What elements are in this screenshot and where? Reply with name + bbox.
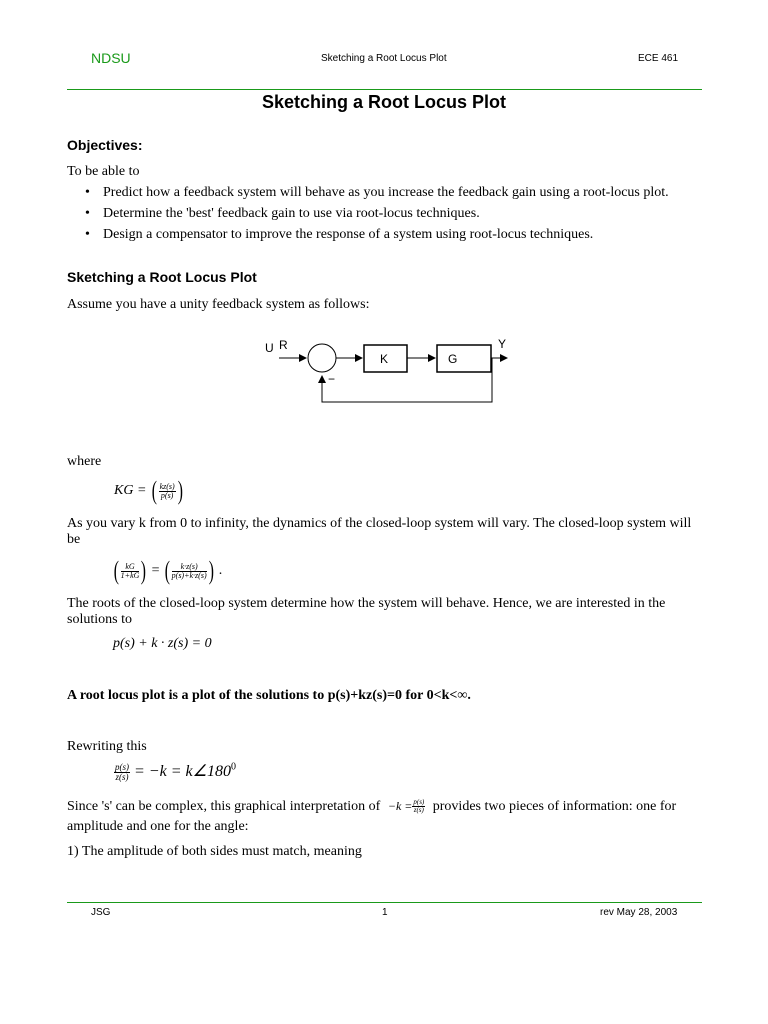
- label-u: U: [265, 341, 274, 355]
- footer-left: JSG: [91, 907, 111, 918]
- minus-sign: −: [328, 372, 336, 386]
- section-heading: Sketching a Root Locus Plot: [67, 269, 257, 285]
- feedback-block-diagram: [255, 330, 525, 410]
- paragraph-1-line-2: be: [67, 532, 81, 547]
- equation-closed-loop: ( $\frac{kG}{1+kG}$ ) = ( $\frac{k\cdot z(s)}{p(s)+k\cdot z(s)}$ ) .: [113, 556, 223, 585]
- paragraph-2-line-2: solutions to: [67, 612, 132, 627]
- objectives-intro: To be able to: [67, 164, 140, 179]
- label-y: Y: [498, 337, 507, 351]
- equation-angle: $\frac{p(s)}{z(s)}$ = $-k = k\angle 180^0$: [115, 761, 236, 782]
- list-item: • Determine the 'best' feedback gain to use via root-locus techniques.: [85, 206, 480, 221]
- paragraph-2-line-1: The roots of the closed-loop system determine how the system will behave. Hence, we are interested in the: [67, 596, 666, 611]
- where-label: where: [67, 454, 102, 469]
- paragraph-3-line-2: amplitude and one for the angle:: [67, 819, 249, 834]
- page-title: Sketching a Root Locus Plot: [261, 92, 507, 112]
- section-intro: Assume you have a unity feedback system as follows:: [67, 297, 370, 312]
- block-k-label: K: [380, 352, 389, 366]
- block-g-label: G: [448, 352, 458, 366]
- summing-junction: [308, 344, 336, 372]
- list-item: • Design a compensator to improve the response of a system using root-locus techniques.: [85, 227, 594, 242]
- equation-kg: KG = ( $\frac{kz(s)}{p(s)}$ ): [114, 476, 183, 505]
- bold-statement: A root locus plot is a plot of the solutions to p(s)+kz(s)=0 for 0<k<∞.: [67, 688, 471, 703]
- block-g: [437, 345, 491, 372]
- objectives-heading: Objectives:: [67, 137, 143, 153]
- list-item: • Predict how a feedback system will behave as you increase the feedback gain using a root-locus plot.: [85, 185, 669, 200]
- rewriting-label: Rewriting this: [67, 739, 147, 754]
- footer-rule: [67, 902, 702, 903]
- header-rule: [67, 89, 702, 90]
- header-left: NDSU: [91, 50, 131, 66]
- header-center: Sketching a Root Locus Plot: [321, 53, 447, 64]
- header-right: ECE 461: [638, 53, 679, 64]
- label-r: R: [279, 338, 288, 352]
- paragraph-1-line-1: As you vary k from 0 to infinity, the dynamics of the closed-loop system will vary. The closed-loop system will: [67, 516, 692, 531]
- equation-characteristic: p(s) + k · z(s) = 0: [113, 636, 212, 651]
- paragraph-4: 1) The amplitude of both sides must match, meaning: [67, 844, 362, 859]
- page-number: 1: [382, 907, 388, 918]
- paragraph-3-line-1: Since 's' can be complex, this graphical interpretation of −k = $\frac{p(s)}{z(s)}$ provides two pieces of information: one for: [67, 798, 677, 815]
- footer-right: rev May 28, 2003: [600, 907, 678, 918]
